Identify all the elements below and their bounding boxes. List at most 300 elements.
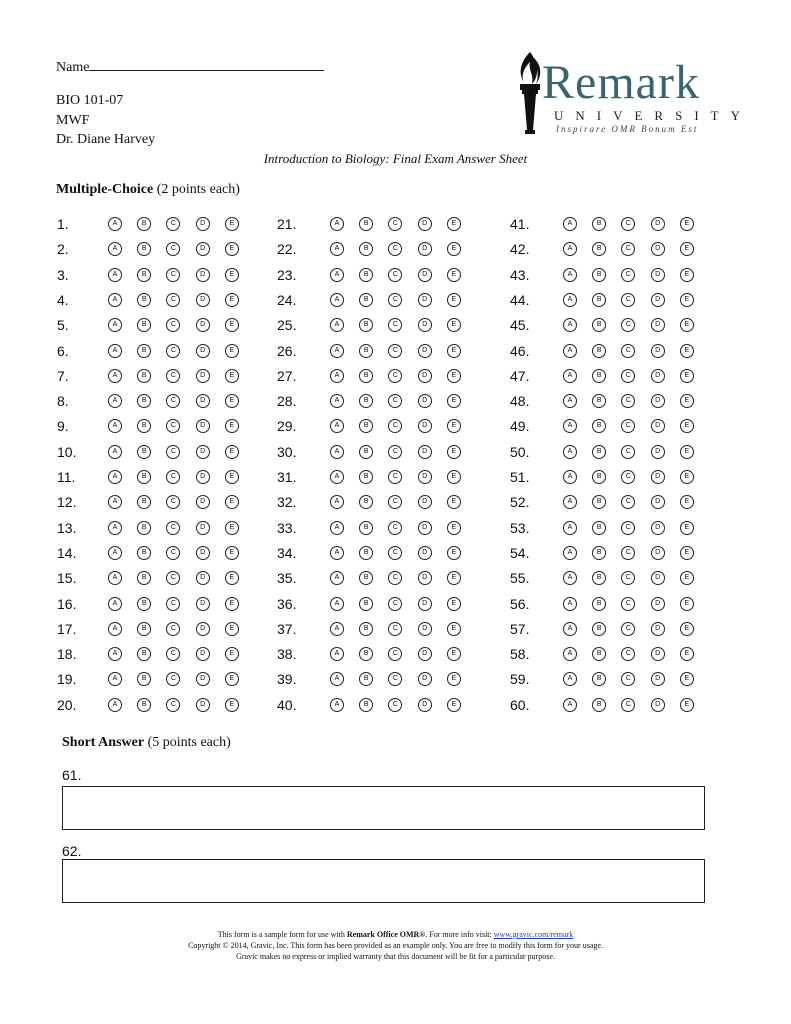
answer-bubble-b[interactable]: B [592,318,606,332]
answer-bubble-b[interactable]: B [592,293,606,307]
answer-bubble-d[interactable]: D [651,217,665,231]
answer-bubble-a[interactable]: A [330,698,344,712]
answer-bubble-b[interactable]: B [359,571,373,585]
answer-bubble-b[interactable]: B [137,369,151,383]
answer-bubble-a[interactable]: A [563,369,577,383]
answer-bubble-b[interactable]: B [592,369,606,383]
answer-bubble-e[interactable]: E [225,571,239,585]
answer-bubble-a[interactable]: A [108,571,122,585]
answer-bubble-a[interactable]: A [330,268,344,282]
answer-bubble-d[interactable]: D [418,242,432,256]
answer-bubble-e[interactable]: E [447,394,461,408]
answer-bubble-c[interactable]: C [621,318,635,332]
answer-bubble-a[interactable]: A [330,622,344,636]
answer-bubble-d[interactable]: D [418,470,432,484]
answer-bubble-e[interactable]: E [225,470,239,484]
answer-bubble-c[interactable]: C [621,445,635,459]
answer-bubble-e[interactable]: E [680,318,694,332]
answer-bubble-c[interactable]: C [388,622,402,636]
answer-bubble-a[interactable]: A [563,597,577,611]
answer-bubble-e[interactable]: E [447,445,461,459]
answer-bubble-e[interactable]: E [680,268,694,282]
answer-bubble-c[interactable]: C [166,470,180,484]
answer-bubble-e[interactable]: E [680,622,694,636]
answer-bubble-d[interactable]: D [651,242,665,256]
answer-bubble-d[interactable]: D [418,394,432,408]
answer-bubble-b[interactable]: B [592,672,606,686]
answer-bubble-b[interactable]: B [137,698,151,712]
answer-bubble-c[interactable]: C [621,470,635,484]
answer-bubble-e[interactable]: E [225,394,239,408]
answer-bubble-e[interactable]: E [447,698,461,712]
answer-bubble-d[interactable]: D [418,369,432,383]
answer-bubble-a[interactable]: A [108,318,122,332]
answer-bubble-a[interactable]: A [563,217,577,231]
answer-bubble-a[interactable]: A [563,495,577,509]
answer-bubble-c[interactable]: C [621,672,635,686]
answer-bubble-b[interactable]: B [592,268,606,282]
answer-bubble-d[interactable]: D [418,546,432,560]
answer-bubble-e[interactable]: E [447,419,461,433]
answer-bubble-e[interactable]: E [447,268,461,282]
answer-bubble-c[interactable]: C [166,495,180,509]
answer-bubble-e[interactable]: E [225,419,239,433]
answer-bubble-b[interactable]: B [137,571,151,585]
answer-bubble-c[interactable]: C [388,546,402,560]
answer-bubble-c[interactable]: C [621,268,635,282]
answer-bubble-c[interactable]: C [621,521,635,535]
answer-bubble-a[interactable]: A [108,268,122,282]
answer-bubble-b[interactable]: B [137,647,151,661]
answer-bubble-e[interactable]: E [225,521,239,535]
answer-bubble-c[interactable]: C [166,344,180,358]
answer-bubble-c[interactable]: C [621,546,635,560]
answer-bubble-b[interactable]: B [592,495,606,509]
answer-bubble-a[interactable]: A [563,546,577,560]
answer-bubble-d[interactable]: D [651,394,665,408]
answer-bubble-c[interactable]: C [621,622,635,636]
answer-bubble-d[interactable]: D [196,647,210,661]
answer-bubble-b[interactable]: B [137,445,151,459]
answer-bubble-a[interactable]: A [108,597,122,611]
answer-bubble-c[interactable]: C [388,571,402,585]
answer-bubble-c[interactable]: C [621,647,635,661]
answer-bubble-d[interactable]: D [651,318,665,332]
answer-bubble-b[interactable]: B [359,268,373,282]
answer-bubble-a[interactable]: A [330,571,344,585]
answer-bubble-d[interactable]: D [651,698,665,712]
answer-bubble-e[interactable]: E [225,217,239,231]
answer-bubble-b[interactable]: B [359,369,373,383]
answer-bubble-c[interactable]: C [388,344,402,358]
answer-bubble-a[interactable]: A [330,419,344,433]
answer-bubble-b[interactable]: B [359,318,373,332]
answer-bubble-a[interactable]: A [563,672,577,686]
answer-bubble-c[interactable]: C [166,622,180,636]
answer-bubble-b[interactable]: B [592,698,606,712]
answer-bubble-b[interactable]: B [137,344,151,358]
answer-bubble-a[interactable]: A [330,445,344,459]
answer-bubble-a[interactable]: A [330,217,344,231]
answer-bubble-e[interactable]: E [225,647,239,661]
answer-bubble-d[interactable]: D [651,419,665,433]
answer-bubble-c[interactable]: C [166,318,180,332]
answer-bubble-d[interactable]: D [418,217,432,231]
answer-bubble-c[interactable]: C [166,394,180,408]
answer-bubble-a[interactable]: A [330,546,344,560]
answer-bubble-b[interactable]: B [592,445,606,459]
answer-bubble-a[interactable]: A [330,672,344,686]
answer-bubble-c[interactable]: C [388,445,402,459]
answer-bubble-b[interactable]: B [592,344,606,358]
answer-bubble-c[interactable]: C [388,293,402,307]
answer-bubble-a[interactable]: A [330,369,344,383]
answer-bubble-c[interactable]: C [388,369,402,383]
answer-bubble-d[interactable]: D [418,571,432,585]
answer-bubble-d[interactable]: D [418,268,432,282]
answer-bubble-e[interactable]: E [680,344,694,358]
answer-bubble-d[interactable]: D [418,597,432,611]
answer-bubble-b[interactable]: B [359,622,373,636]
answer-bubble-e[interactable]: E [447,622,461,636]
answer-bubble-c[interactable]: C [166,419,180,433]
answer-bubble-a[interactable]: A [108,445,122,459]
answer-bubble-e[interactable]: E [680,369,694,383]
answer-bubble-c[interactable]: C [388,470,402,484]
answer-bubble-a[interactable]: A [563,268,577,282]
answer-bubble-e[interactable]: E [225,546,239,560]
answer-bubble-a[interactable]: A [108,369,122,383]
answer-bubble-e[interactable]: E [680,698,694,712]
answer-bubble-a[interactable]: A [108,470,122,484]
answer-bubble-b[interactable]: B [137,217,151,231]
answer-bubble-d[interactable]: D [196,571,210,585]
answer-bubble-c[interactable]: C [166,293,180,307]
answer-bubble-c[interactable]: C [166,369,180,383]
answer-bubble-e[interactable]: E [680,293,694,307]
answer-bubble-b[interactable]: B [592,571,606,585]
answer-bubble-b[interactable]: B [592,242,606,256]
answer-bubble-c[interactable]: C [621,217,635,231]
answer-bubble-e[interactable]: E [447,470,461,484]
answer-bubble-d[interactable]: D [196,369,210,383]
answer-bubble-e[interactable]: E [680,419,694,433]
answer-bubble-c[interactable]: C [621,495,635,509]
answer-bubble-e[interactable]: E [447,571,461,585]
answer-bubble-d[interactable]: D [651,546,665,560]
answer-bubble-c[interactable]: C [166,698,180,712]
answer-bubble-d[interactable]: D [651,495,665,509]
answer-bubble-e[interactable]: E [225,242,239,256]
answer-bubble-a[interactable]: A [330,293,344,307]
footer-link[interactable]: www.gravic.com/remark [493,930,574,939]
answer-bubble-e[interactable]: E [447,495,461,509]
answer-bubble-e[interactable]: E [447,672,461,686]
answer-bubble-e[interactable]: E [447,521,461,535]
answer-bubble-a[interactable]: A [108,217,122,231]
answer-bubble-a[interactable]: A [330,647,344,661]
answer-bubble-c[interactable]: C [388,268,402,282]
answer-bubble-e[interactable]: E [680,546,694,560]
answer-bubble-a[interactable]: A [330,470,344,484]
answer-bubble-d[interactable]: D [418,318,432,332]
answer-bubble-d[interactable]: D [196,318,210,332]
answer-bubble-e[interactable]: E [225,445,239,459]
answer-bubble-b[interactable]: B [137,268,151,282]
answer-bubble-a[interactable]: A [330,521,344,535]
answer-bubble-d[interactable]: D [418,419,432,433]
answer-bubble-c[interactable]: C [621,369,635,383]
answer-bubble-e[interactable]: E [680,672,694,686]
answer-bubble-d[interactable]: D [418,622,432,636]
answer-bubble-d[interactable]: D [196,445,210,459]
answer-bubble-a[interactable]: A [108,622,122,636]
answer-bubble-b[interactable]: B [137,495,151,509]
answer-bubble-e[interactable]: E [680,394,694,408]
answer-bubble-a[interactable]: A [330,318,344,332]
answer-bubble-d[interactable]: D [651,268,665,282]
answer-bubble-e[interactable]: E [680,470,694,484]
answer-bubble-b[interactable]: B [137,394,151,408]
answer-bubble-d[interactable]: D [196,698,210,712]
answer-bubble-c[interactable]: C [388,672,402,686]
answer-bubble-a[interactable]: A [563,293,577,307]
answer-bubble-a[interactable]: A [563,470,577,484]
answer-bubble-d[interactable]: D [651,571,665,585]
answer-bubble-e[interactable]: E [447,597,461,611]
answer-bubble-d[interactable]: D [418,647,432,661]
answer-bubble-a[interactable]: A [563,344,577,358]
answer-bubble-c[interactable]: C [166,268,180,282]
answer-bubble-e[interactable]: E [225,495,239,509]
answer-bubble-a[interactable]: A [108,394,122,408]
answer-bubble-d[interactable]: D [651,597,665,611]
answer-bubble-e[interactable]: E [225,597,239,611]
answer-bubble-e[interactable]: E [225,268,239,282]
answer-bubble-a[interactable]: A [330,344,344,358]
answer-bubble-b[interactable]: B [359,344,373,358]
answer-bubble-c[interactable]: C [388,698,402,712]
short-answer-62-box[interactable] [62,859,705,903]
answer-bubble-a[interactable]: A [563,622,577,636]
answer-bubble-d[interactable]: D [418,445,432,459]
answer-bubble-e[interactable]: E [447,546,461,560]
answer-bubble-c[interactable]: C [621,242,635,256]
answer-bubble-e[interactable]: E [225,293,239,307]
answer-bubble-a[interactable]: A [108,495,122,509]
answer-bubble-c[interactable]: C [621,571,635,585]
answer-bubble-b[interactable]: B [137,672,151,686]
answer-bubble-c[interactable]: C [388,419,402,433]
answer-bubble-b[interactable]: B [592,419,606,433]
answer-bubble-c[interactable]: C [166,445,180,459]
answer-bubble-d[interactable]: D [418,521,432,535]
answer-bubble-b[interactable]: B [359,445,373,459]
answer-bubble-a[interactable]: A [108,647,122,661]
answer-bubble-d[interactable]: D [196,242,210,256]
answer-bubble-a[interactable]: A [108,521,122,535]
answer-bubble-c[interactable]: C [166,546,180,560]
answer-bubble-b[interactable]: B [359,293,373,307]
answer-bubble-b[interactable]: B [592,394,606,408]
answer-bubble-d[interactable]: D [196,622,210,636]
answer-bubble-d[interactable]: D [651,622,665,636]
answer-bubble-d[interactable]: D [651,672,665,686]
answer-bubble-c[interactable]: C [388,242,402,256]
answer-bubble-e[interactable]: E [680,445,694,459]
answer-bubble-d[interactable]: D [418,698,432,712]
answer-bubble-a[interactable]: A [108,293,122,307]
answer-bubble-a[interactable]: A [563,521,577,535]
answer-bubble-e[interactable]: E [225,318,239,332]
answer-bubble-b[interactable]: B [359,647,373,661]
answer-bubble-e[interactable]: E [447,217,461,231]
answer-bubble-a[interactable]: A [108,672,122,686]
answer-bubble-d[interactable]: D [196,344,210,358]
answer-bubble-c[interactable]: C [388,521,402,535]
answer-bubble-b[interactable]: B [359,470,373,484]
answer-bubble-e[interactable]: E [680,597,694,611]
answer-bubble-d[interactable]: D [196,293,210,307]
answer-bubble-d[interactable]: D [196,394,210,408]
answer-bubble-b[interactable]: B [137,293,151,307]
answer-bubble-c[interactable]: C [621,293,635,307]
answer-bubble-d[interactable]: D [418,672,432,686]
answer-bubble-a[interactable]: A [330,242,344,256]
answer-bubble-e[interactable]: E [225,344,239,358]
answer-bubble-d[interactable]: D [196,672,210,686]
answer-bubble-e[interactable]: E [447,242,461,256]
answer-bubble-c[interactable]: C [388,495,402,509]
answer-bubble-c[interactable]: C [621,698,635,712]
answer-bubble-e[interactable]: E [680,242,694,256]
answer-bubble-c[interactable]: C [388,318,402,332]
answer-bubble-b[interactable]: B [359,419,373,433]
answer-bubble-d[interactable]: D [651,647,665,661]
answer-bubble-b[interactable]: B [592,546,606,560]
answer-bubble-d[interactable]: D [651,344,665,358]
answer-bubble-c[interactable]: C [621,597,635,611]
answer-bubble-d[interactable]: D [196,521,210,535]
answer-bubble-b[interactable]: B [592,217,606,231]
answer-bubble-b[interactable]: B [359,217,373,231]
answer-bubble-d[interactable]: D [651,369,665,383]
answer-bubble-d[interactable]: D [196,268,210,282]
answer-bubble-a[interactable]: A [563,242,577,256]
answer-bubble-b[interactable]: B [359,495,373,509]
answer-bubble-b[interactable]: B [359,672,373,686]
answer-bubble-b[interactable]: B [592,647,606,661]
answer-bubble-b[interactable]: B [137,597,151,611]
answer-bubble-a[interactable]: A [563,318,577,332]
answer-bubble-b[interactable]: B [137,521,151,535]
answer-bubble-a[interactable]: A [563,571,577,585]
answer-bubble-a[interactable]: A [108,698,122,712]
answer-bubble-d[interactable]: D [418,495,432,509]
answer-bubble-b[interactable]: B [137,318,151,332]
answer-bubble-b[interactable]: B [592,622,606,636]
answer-bubble-c[interactable]: C [388,394,402,408]
answer-bubble-b[interactable]: B [592,521,606,535]
answer-bubble-a[interactable]: A [108,242,122,256]
answer-bubble-b[interactable]: B [137,419,151,433]
answer-bubble-d[interactable]: D [651,293,665,307]
answer-bubble-e[interactable]: E [225,622,239,636]
answer-bubble-b[interactable]: B [359,394,373,408]
answer-bubble-c[interactable]: C [621,344,635,358]
answer-bubble-d[interactable]: D [651,445,665,459]
answer-bubble-e[interactable]: E [225,698,239,712]
answer-bubble-b[interactable]: B [137,470,151,484]
answer-bubble-d[interactable]: D [196,470,210,484]
answer-bubble-a[interactable]: A [563,647,577,661]
answer-bubble-b[interactable]: B [359,521,373,535]
answer-bubble-c[interactable]: C [166,672,180,686]
answer-bubble-c[interactable]: C [388,217,402,231]
answer-bubble-a[interactable]: A [330,394,344,408]
answer-bubble-d[interactable]: D [196,546,210,560]
answer-bubble-e[interactable]: E [680,571,694,585]
answer-bubble-e[interactable]: E [447,293,461,307]
answer-bubble-c[interactable]: C [166,242,180,256]
answer-bubble-e[interactable]: E [680,495,694,509]
answer-bubble-b[interactable]: B [137,242,151,256]
answer-bubble-e[interactable]: E [680,521,694,535]
answer-bubble-e[interactable]: E [680,217,694,231]
short-answer-61-box[interactable] [62,786,705,830]
answer-bubble-e[interactable]: E [447,369,461,383]
answer-bubble-e[interactable]: E [447,318,461,332]
answer-bubble-c[interactable]: C [388,647,402,661]
answer-bubble-c[interactable]: C [166,647,180,661]
answer-bubble-d[interactable]: D [196,597,210,611]
answer-bubble-c[interactable]: C [166,597,180,611]
answer-bubble-a[interactable]: A [563,445,577,459]
answer-bubble-e[interactable]: E [225,369,239,383]
answer-bubble-c[interactable]: C [166,521,180,535]
answer-bubble-b[interactable]: B [359,546,373,560]
answer-bubble-d[interactable]: D [418,293,432,307]
answer-bubble-a[interactable]: A [563,394,577,408]
answer-bubble-c[interactable]: C [166,217,180,231]
answer-bubble-d[interactable]: D [651,470,665,484]
answer-bubble-e[interactable]: E [225,672,239,686]
answer-bubble-b[interactable]: B [137,622,151,636]
answer-bubble-d[interactable]: D [196,419,210,433]
answer-bubble-a[interactable]: A [563,698,577,712]
answer-bubble-b[interactable]: B [359,698,373,712]
answer-bubble-d[interactable]: D [196,495,210,509]
name-line[interactable] [89,58,324,71]
answer-bubble-b[interactable]: B [592,597,606,611]
answer-bubble-e[interactable]: E [680,647,694,661]
answer-bubble-b[interactable]: B [137,546,151,560]
answer-bubble-b[interactable]: B [359,597,373,611]
answer-bubble-a[interactable]: A [108,546,122,560]
answer-bubble-d[interactable]: D [418,344,432,358]
answer-bubble-a[interactable]: A [330,597,344,611]
answer-bubble-c[interactable]: C [388,597,402,611]
answer-bubble-b[interactable]: B [359,242,373,256]
answer-bubble-c[interactable]: C [166,571,180,585]
answer-bubble-a[interactable]: A [563,419,577,433]
answer-bubble-a[interactable]: A [108,419,122,433]
answer-bubble-a[interactable]: A [330,495,344,509]
answer-bubble-b[interactable]: B [592,470,606,484]
answer-bubble-d[interactable]: D [196,217,210,231]
answer-bubble-c[interactable]: C [621,419,635,433]
answer-bubble-a[interactable]: A [108,344,122,358]
